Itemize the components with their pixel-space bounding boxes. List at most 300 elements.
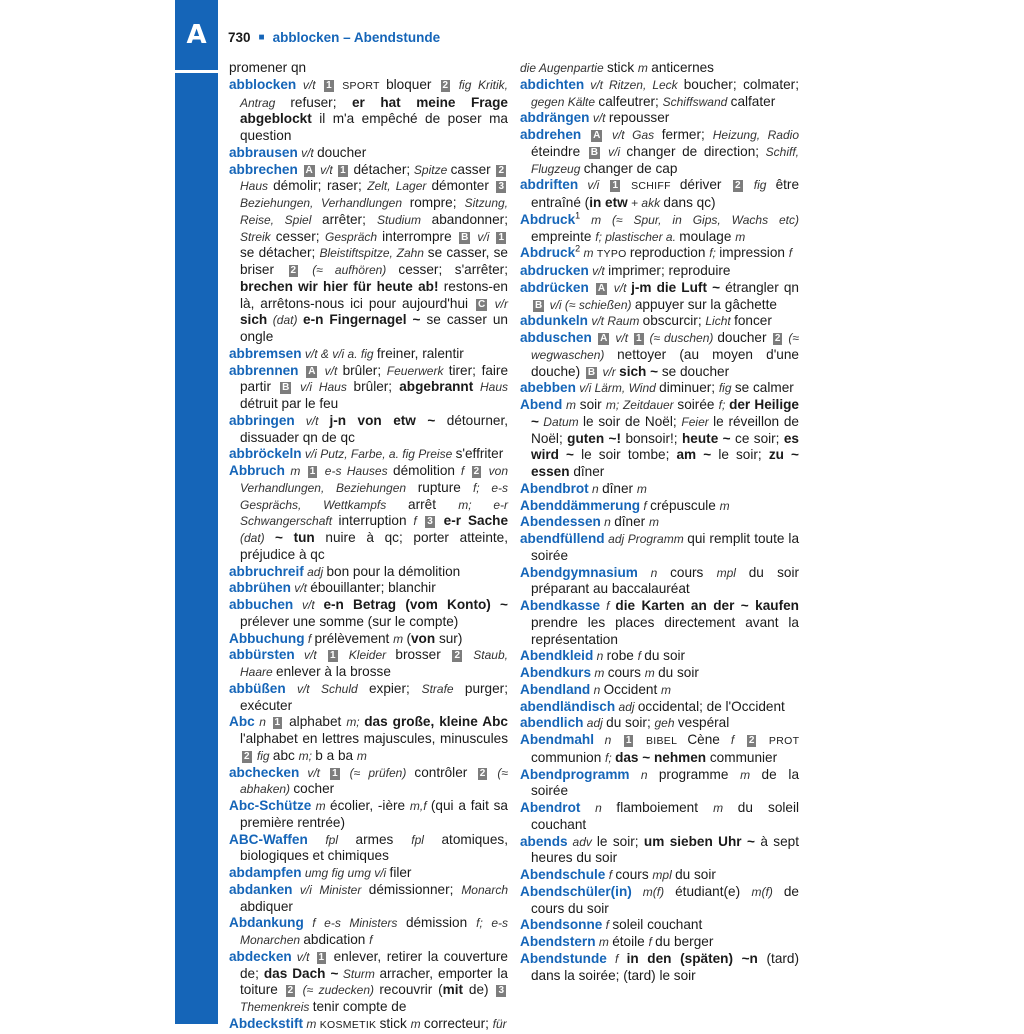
headword: abdecken: [229, 948, 292, 964]
grammar-note: v/t: [609, 280, 632, 295]
translation-text: tenir compte de: [312, 999, 407, 1014]
grammar-note: f: [600, 599, 616, 613]
grammar-note: Streik: [240, 229, 276, 244]
dictionary-entry: [229, 363, 508, 413]
domain-label: SCHIFF: [622, 180, 680, 193]
translation-text: du soir: [658, 665, 699, 680]
translation-text: brosser: [395, 647, 451, 663]
grammar-note: m: [636, 481, 647, 496]
grammar-note: f: [648, 935, 656, 949]
translation-text: arrêter;: [322, 211, 377, 227]
translation-text: détacher;: [349, 161, 414, 177]
dictionary-entry: [520, 565, 799, 599]
translation-text: du soir;: [606, 715, 655, 731]
grammar-note: Spitze: [413, 162, 451, 177]
domain-label: BIBEL: [635, 735, 688, 747]
sense-number-badge: 2: [735, 180, 741, 192]
headword: Abendsonne: [520, 917, 603, 933]
grammar-note: Zelt, Lager: [367, 179, 432, 194]
translation-text: promener qn: [229, 60, 307, 75]
translation-text: le soir tombe;: [574, 447, 677, 463]
grammar-note: f: [605, 868, 616, 882]
translation-text: le soir de Noël;: [582, 413, 682, 429]
grammar-note: Studium: [376, 212, 432, 227]
bold-phrase: abgebrannt: [399, 379, 474, 395]
translation-text: bon pour la démolition: [326, 563, 461, 579]
translation-text: écolier, -ière: [330, 798, 410, 813]
grammar-note: v/i: [602, 144, 627, 159]
grammar-note: f;: [605, 750, 616, 765]
headword: abbremsen: [229, 345, 302, 361]
grammar-note: Heizung, Radio: [712, 128, 799, 142]
grammar-note: (≈ wegwaschen): [531, 331, 799, 362]
grammar-note: n: [590, 682, 604, 697]
grammar-note: Beziehungen, Verhandlungen: [240, 196, 410, 210]
grammar-note: f; e-s Gesprächs, Wettkampfs: [240, 480, 508, 512]
translation-text: arracher, emporter la toiture: [240, 965, 508, 998]
translation-text: bloquer: [386, 76, 439, 92]
dictionary-entry: [229, 564, 508, 581]
grammar-note: v/t: [296, 77, 323, 92]
translation-text: changer de direction;: [626, 143, 766, 159]
grammar-note: mpl: [716, 565, 749, 580]
dictionary-entry: [520, 732, 799, 767]
right-column: [520, 60, 799, 984]
bold-phrase: in etw: [589, 195, 628, 210]
headword: abdriften: [520, 177, 579, 193]
sense-number-badge: B: [461, 231, 469, 243]
translation-text: qui remplit toute la soirée: [531, 531, 800, 563]
grammar-note: v/t: [589, 111, 609, 126]
bold-phrase: brechen wir hier für heute ab!: [240, 278, 439, 294]
translation-text: dîner: [614, 514, 649, 530]
translation-text: reproduction: [629, 245, 710, 261]
translation-text: empreinte: [531, 228, 596, 244]
grammar-note: f: [460, 464, 470, 478]
headword: abdrücken: [520, 279, 589, 295]
grammar-note: v/t & v/i a. fig: [301, 346, 377, 361]
translation-text: du soleil couchant: [531, 800, 799, 832]
translation-text: correcteur;: [423, 1015, 493, 1031]
sense-number-badge: 3: [427, 516, 433, 528]
grammar-note: n: [594, 733, 622, 747]
dictionary-entry: [520, 800, 799, 834]
dictionary-entry: [520, 934, 799, 951]
grammar-note: adj: [583, 716, 607, 731]
grammar-note: m(f): [751, 884, 784, 899]
translation-text: freiner, ralentir: [376, 345, 464, 361]
sense-number-badge: B: [587, 366, 596, 378]
grammar-note: adj: [615, 699, 638, 714]
headword: Abendschule: [520, 867, 606, 882]
grammar-note: m,f: [409, 799, 431, 813]
dictionary-entry: [520, 767, 799, 801]
grammar-note: v/t: [297, 145, 318, 160]
translation-text: l'alphabet en lettres majuscules, minuscules: [240, 731, 508, 746]
translation-text: Occident: [603, 681, 661, 697]
translation-text: stick: [606, 60, 638, 75]
headword: Abendkleid: [520, 648, 594, 664]
headword: abdanken: [229, 881, 293, 897]
translation-text: communion: [531, 749, 606, 765]
translation-text: foncer: [734, 313, 772, 329]
translation-text: dériver: [679, 177, 732, 193]
translation-text: éteindre: [531, 143, 587, 159]
translation-text: se calmer: [734, 380, 794, 396]
translation-text: abdication: [303, 932, 370, 947]
dictionary-entry: [520, 397, 799, 481]
headword: ABC-Waffen: [229, 831, 308, 847]
headword: abbrühen: [229, 580, 291, 596]
grammar-note: n: [637, 565, 671, 580]
headword: abchecken: [229, 764, 300, 780]
translation-text: sur): [435, 630, 463, 646]
headword: Abendschüler(in): [520, 883, 632, 899]
grammar-note: m: [740, 767, 762, 782]
translation-text: obscurcir;: [642, 313, 706, 329]
translation-text: prélever une somme (sur le compte): [240, 613, 459, 629]
grammar-note: von Verhandlungen, Beziehungen: [240, 464, 509, 495]
translation-text: étudiant(e): [675, 883, 752, 899]
dictionary-entry: [520, 917, 799, 934]
translation-text: moulage: [679, 228, 736, 244]
translation-text: cours: [607, 665, 645, 680]
grammar-note: Bleistiftspitze, Zahn: [319, 246, 428, 261]
headword: Abdeckstift: [229, 1015, 304, 1031]
dictionary-entry: [229, 60, 508, 77]
translation-text: bonsoir!;: [621, 430, 682, 446]
grammar-note: f: [640, 498, 651, 513]
translation-text: brûler;: [353, 379, 400, 395]
headword: abdrängen: [520, 110, 590, 126]
page-number: 730: [228, 29, 251, 45]
headword: Abendessen: [520, 514, 601, 530]
bold-phrase: es wird ~: [531, 430, 799, 463]
grammar-note: Haus: [473, 380, 508, 395]
dictionary-entry: [520, 531, 799, 565]
grammar-note: m: [713, 801, 738, 815]
sense-number-badge: B: [535, 299, 543, 311]
sense-number-badge: 2: [473, 466, 480, 477]
domain-label: TYPO: [596, 248, 630, 261]
translation-text: [592, 330, 596, 345]
headword: Abendland: [520, 681, 591, 697]
translation-text: de la soirée: [531, 766, 799, 799]
bold-phrase: ~ tun: [274, 530, 315, 545]
translation-text: du soir préparant au baccalauréat: [531, 564, 799, 597]
translation-text: le soir;: [596, 833, 644, 849]
translation-text: impression: [719, 245, 789, 261]
translation-text: diminuer;: [659, 380, 719, 396]
bold-phrase: e-n Betrag: [323, 597, 397, 612]
grammar-note: m: [393, 631, 407, 646]
grammar-note: v/i Minister: [292, 882, 369, 897]
bold-phrase: in den (späten) ~n: [626, 950, 758, 966]
dictionary-entry: [520, 330, 799, 380]
dictionary-entry: [520, 648, 799, 665]
grammar-note: Sitzung, Reise, Spiel: [240, 196, 508, 227]
dictionary-entry: [520, 177, 799, 212]
translation-text: soir: [579, 397, 606, 412]
translation-text: [589, 280, 594, 295]
translation-text: restons-en là, arrêtons-nous ici pour aujourd'hui: [240, 278, 508, 311]
grammar-note: Gespräch: [325, 229, 383, 244]
headword: abdampfen: [229, 865, 302, 880]
grammar-note: fig: [718, 381, 735, 396]
dictionary-entry: [520, 498, 799, 515]
bold-phrase: sich: [240, 312, 268, 328]
translation-text: cours: [615, 867, 653, 882]
grammar-note: n: [600, 515, 615, 530]
grammar-note: v/i Lärm, Wind: [575, 381, 660, 396]
grammar-note: (≈ aufhören): [300, 263, 399, 277]
sense-number-badge: 3: [498, 181, 504, 193]
translation-text: (qui a fait sa première rentrée): [240, 798, 508, 830]
translation-text: atomiques, biologiques et chimiques: [240, 831, 508, 864]
bold-phrase: (vom Konto) ~: [405, 597, 508, 612]
grammar-note: Kleider: [339, 648, 396, 663]
headword: Abdankung: [229, 915, 304, 931]
headword: abbrechen: [229, 161, 298, 177]
dictionary-entry: [520, 715, 799, 732]
grammar-note: v/t: [316, 162, 337, 177]
headword: abbuchen: [229, 597, 294, 612]
translation-text: [298, 162, 302, 177]
grammar-note: f e-s Ministers: [303, 916, 406, 931]
translation-text: [299, 363, 305, 378]
grammar-note: v/t: [291, 949, 315, 964]
translation-text: calfater: [730, 93, 776, 109]
headword: abendlich: [520, 715, 584, 731]
grammar-note: geh: [654, 716, 678, 731]
grammar-note: m; Zeitdauer: [605, 398, 678, 412]
translation-text: du soir: [644, 648, 686, 664]
headword: Abendgymnasium: [520, 564, 638, 580]
bold-phrase: von: [411, 630, 436, 646]
headword: Abendbrot: [520, 480, 589, 496]
dictionary-entry: [229, 77, 508, 145]
grammar-note: Themenkreis: [240, 1000, 313, 1014]
translation-text: stick: [379, 1015, 411, 1031]
grammar-note: (≈ abhaken): [240, 765, 508, 797]
grammar-note: Monarch: [461, 882, 508, 897]
dictionary-entry: [520, 77, 799, 111]
grammar-note: m: [591, 666, 608, 680]
domain-label: PROT: [758, 735, 800, 747]
grammar-note: v/t: [293, 598, 324, 612]
grammar-note: Haus: [240, 179, 274, 194]
bold-phrase: sich ~: [619, 363, 659, 379]
grammar-note: v/t: [588, 264, 609, 278]
grammar-note: v/i: [578, 178, 609, 193]
domain-label: SPORT: [335, 79, 387, 92]
translation-text: le soir;: [711, 447, 769, 463]
dictionary-entry: [520, 834, 799, 868]
grammar-note: Strafe: [421, 681, 465, 696]
headword: abbrennen: [229, 362, 299, 378]
sense-number-badge: 2: [287, 985, 294, 997]
grammar-note: f: [602, 918, 613, 933]
dictionary-entry: [229, 145, 508, 162]
sense-number-badge: 1: [274, 717, 281, 729]
translation-text: soirée: [677, 397, 719, 412]
dictionary-entry: [229, 413, 508, 447]
headword: abduschen: [520, 330, 592, 345]
sense-number-badge: 3: [498, 985, 504, 997]
headword: abendfüllend: [520, 531, 605, 546]
sense-number-badge: 1: [340, 164, 346, 176]
headword: abblocken: [229, 76, 297, 92]
dictionary-entry: [229, 865, 508, 882]
translation-text: purger; exécuter: [240, 680, 508, 713]
dictionary-entry: [520, 867, 799, 884]
grammar-note: v/i: [472, 229, 495, 244]
sense-number-badge: 1: [498, 231, 505, 243]
grammar-note: m: [644, 666, 659, 680]
grammar-note: f: [304, 631, 315, 646]
sense-number-badge: A: [593, 130, 601, 141]
bold-phrase: das ~ nehmen: [615, 749, 707, 765]
grammar-note: m: [595, 935, 613, 949]
grammar-note: f: [369, 933, 373, 947]
translation-text: prélèvement: [314, 630, 394, 646]
grammar-note: adj: [303, 564, 327, 579]
dictionary-entry: [520, 263, 799, 280]
translation-text: détruit par le feu: [240, 396, 339, 411]
bold-phrase: er hat meine Frage abgeblockt: [240, 94, 508, 127]
grammar-note: m: [648, 515, 659, 530]
translation-text: flamboiement: [616, 800, 714, 815]
grammar-note: f: [730, 733, 745, 747]
translation-text: doucher: [717, 330, 771, 345]
bold-phrase: das große, kleine Abc: [364, 714, 508, 730]
translation-text: changer de cap: [583, 160, 678, 176]
translation-text: boucher; colmater;: [683, 76, 799, 92]
grammar-note: v/i Haus: [293, 380, 354, 395]
headword: Abendrot: [520, 800, 581, 815]
translation-text: Cène: [687, 732, 731, 747]
grammar-note: gegen Kälte: [531, 94, 599, 109]
grammar-note: v/i (≈ schießen): [546, 297, 635, 312]
grammar-note: f;: [718, 398, 730, 412]
dictionary-entry: [229, 915, 508, 949]
grammar-note: n: [629, 767, 659, 782]
sense-number-badge: 2: [748, 735, 755, 746]
running-header: [228, 27, 440, 47]
grammar-note: fig Kritik, Antrag: [240, 77, 509, 110]
translation-text: dans qc): [663, 195, 716, 210]
section-letter-tab: A: [175, 0, 218, 73]
dictionary-entry: [229, 580, 508, 597]
grammar-note: m (≈ Spur, in Gips, Wachs etc): [580, 212, 799, 227]
translation-text: tirer; faire partir: [240, 362, 509, 395]
translation-text: cesser; s'arrêter;: [398, 262, 508, 277]
dictionary-entry: [520, 127, 799, 177]
grammar-note: m: [661, 682, 671, 697]
grammar-note: adv: [567, 834, 597, 849]
headword: abbrausen: [229, 144, 298, 160]
translation-text: robe: [606, 648, 638, 664]
translation-text: abc: [272, 747, 299, 763]
homograph-number: 2: [575, 243, 581, 254]
dictionary-entry: [229, 647, 508, 681]
grammar-note: v/t: [294, 413, 330, 428]
translation-text: vespéral: [677, 715, 730, 731]
grammar-note: m: [356, 748, 367, 763]
grammar-note: m;: [346, 715, 365, 730]
translation-text: occidental; de l'Occident: [637, 698, 785, 714]
sense-number-badge: A: [305, 164, 313, 176]
translation-text: se casser, se briser: [240, 245, 508, 277]
headword: abdichten: [520, 76, 585, 92]
dictionary-entry: [520, 598, 799, 648]
grammar-note: Datum: [538, 414, 583, 429]
dictionary-entry: [229, 681, 508, 715]
dictionary-entry: [520, 884, 799, 918]
bold-phrase: mit: [442, 982, 464, 998]
dictionary-entry: [229, 631, 508, 648]
sense-number-badge: 2: [290, 265, 297, 276]
grammar-note: Sturm: [338, 966, 380, 981]
headword: abbröckeln: [229, 446, 302, 462]
dictionary-entry: [520, 245, 799, 263]
homograph-number: 1: [575, 210, 581, 221]
dictionary-entry: [229, 714, 508, 764]
translation-text: abandonner;: [431, 211, 508, 227]
translation-text: enlever à la brosse: [276, 664, 391, 679]
bold-phrase: e-n Fingernagel ~: [303, 312, 421, 328]
sense-number-badge: 2: [498, 164, 505, 176]
bold-phrase: j-n von etw ~: [329, 412, 436, 428]
translation-text: démolition: [393, 463, 461, 478]
grammar-note: v/t: [294, 648, 326, 663]
sense-number-badge: 1: [612, 180, 619, 192]
grammar-note: v/r: [599, 364, 620, 379]
grammar-note: (≈ prüfen): [341, 765, 415, 780]
headword: Abendstunde: [520, 950, 607, 966]
sense-number-badge: 2: [774, 333, 781, 344]
dictionary-entry: [229, 882, 508, 916]
grammar-note: f: [413, 514, 424, 529]
grammar-note: v/t Gas: [604, 128, 662, 142]
grammar-note: m;: [298, 748, 316, 763]
dictionary-entry: [520, 212, 799, 246]
sense-number-badge: 1: [309, 466, 316, 477]
translation-text: b a ba: [315, 747, 357, 763]
grammar-note: v/i Putz, Farbe, a. fig Preise: [301, 447, 456, 462]
headword: Abendprogramm: [520, 766, 630, 782]
translation-text: dîner: [569, 464, 605, 479]
grammar-note: Schiffswand: [662, 94, 731, 109]
headword: abbringen: [229, 412, 295, 428]
grammar-note: Schiff, Flugzeug: [531, 144, 800, 176]
sense-number-badge: 1: [625, 735, 632, 746]
translation-text: ébouillanter; blanchir: [310, 580, 436, 596]
grammar-note: (dat): [240, 531, 275, 545]
headword: abbürsten: [229, 647, 295, 663]
page-range: abblocken – Abendstunde: [272, 29, 441, 45]
dictionary-entry: [520, 665, 799, 682]
grammar-note: v/t Raum: [587, 314, 643, 329]
grammar-note: m; e-r Schwangerschaft: [240, 497, 508, 529]
translation-text: du berger: [655, 934, 714, 949]
sense-number-badge: A: [600, 333, 608, 344]
translation-text: interruption: [338, 513, 414, 529]
sense-number-badge: A: [308, 365, 316, 377]
dictionary-entry: [229, 162, 508, 346]
grammar-note: fpl: [307, 832, 356, 847]
translation-text: enlever, retirer la couverture de;: [240, 948, 508, 981]
